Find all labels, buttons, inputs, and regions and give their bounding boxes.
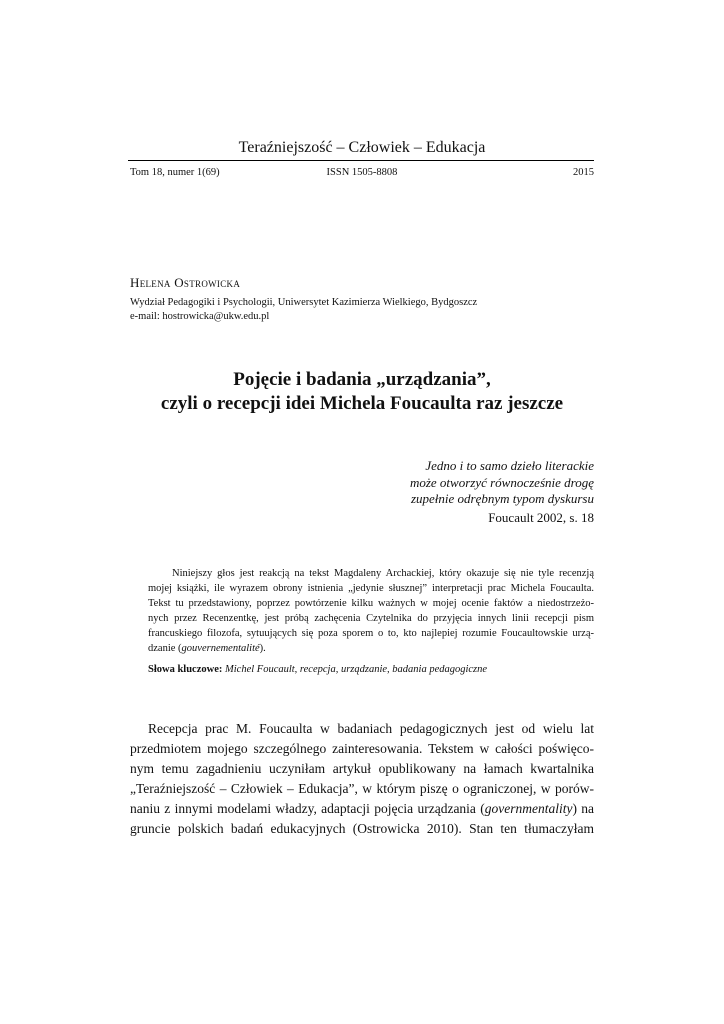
body-line-6: gruncie polskich badań edukacyjnych (Ostrowicka 2010). Stan ten tłumaczyłam [130, 821, 594, 836]
article-title-line-2: czyli o recepcji idei Michela Foucaulta raz jeszcze [160, 393, 564, 414]
body-line-4: „Teraźniejszość – Człowiek – Edukacja”, w którym piszę o ograniczonej, w porów- [130, 781, 594, 796]
motto-line-2: może otworzyć równocześnie drogę [409, 475, 594, 490]
keywords-label: Słowa kluczowe: [148, 664, 223, 675]
body-line-2: przedmiotem mojego szczególnego zainteresowania. Tekstem w całości poświęco- [130, 741, 594, 756]
journal-title: Teraźniejszość – Człowiek – Edukacja [238, 139, 486, 156]
motto-line-1: Jedno i to samo dzieło literackie [425, 458, 594, 473]
publication-year: 2015 [573, 167, 594, 178]
motto-line-3: zupełnie odrębnym typom dyskursu [410, 491, 594, 506]
body-term-governmentality: governmentality [484, 801, 573, 816]
keywords [148, 663, 487, 677]
abstract-line-5: francuskiego filozofa, sytuujących się poza sporem o to, kto najlepiej rozumie Foucaultowskie urzą- [148, 628, 594, 639]
abstract-line-4: nych przez Recenzentkę, jest próbą zachęcenia Czytelnika do przyjęcia innych linii recepcji pism [148, 613, 594, 624]
motto-source: Foucault 2002, s. 18 [488, 510, 594, 525]
article-title-line-1: Pojęcie i badania „urządzania”, [233, 369, 491, 390]
body-line-5-post: ) na [572, 801, 594, 816]
body-line-1: Recepcja prac M. Foucaulta w badaniach pedagogicznych jest od wielu lat [148, 721, 594, 736]
volume-info: Tom 18, numer 1(69) [130, 167, 220, 178]
author-affiliation: Wydział Pedagogiki i Psychologii, Uniwersytet Kazimierza Wielkiego, Bydgoszcz [130, 297, 478, 308]
abstract-line-6 [148, 641, 594, 656]
author-email: e-mail: hostrowicka@ukw.edu.pl [130, 311, 270, 322]
body-line-5 [130, 799, 594, 819]
keywords-text: Michel Foucault, recepcja, urządzanie, badania pedagogiczne [225, 664, 488, 675]
abstract-line-1: Niniejszy głos jest reakcją na tekst Magdaleny Archackiej, który okazuje się nie tyle recenzją [172, 568, 594, 579]
abstract-line-6-pre: dzanie ( [148, 643, 182, 654]
abstract-line-3: Tekst tu przedstawiony, poprzez powtórzenie kilku ważnych w mojej ocenie faktów a niedostrzeżo- [148, 598, 594, 609]
abstract-line-6-post: ). [259, 643, 266, 654]
abstract-term-gouvernementalite: gouvernementalité [181, 643, 260, 654]
body-line-5-pre: naniu z innymi modelami władzy, adaptacji pojęcia urządzania ( [130, 801, 485, 816]
issn: ISSN 1505-8808 [326, 167, 398, 178]
body-line-3: nym temu zagadnieniu uczyniłam artykuł opublikowany na łamach kwartalnika [130, 761, 594, 776]
header-rule [128, 160, 594, 161]
abstract-line-2: mojej książki, ile wyrazem obrony istnienia „jedynie słusznej” interpretacji prac Michela Foucaulta. [148, 583, 594, 594]
author-name: Helena Ostrowicka [130, 275, 241, 290]
